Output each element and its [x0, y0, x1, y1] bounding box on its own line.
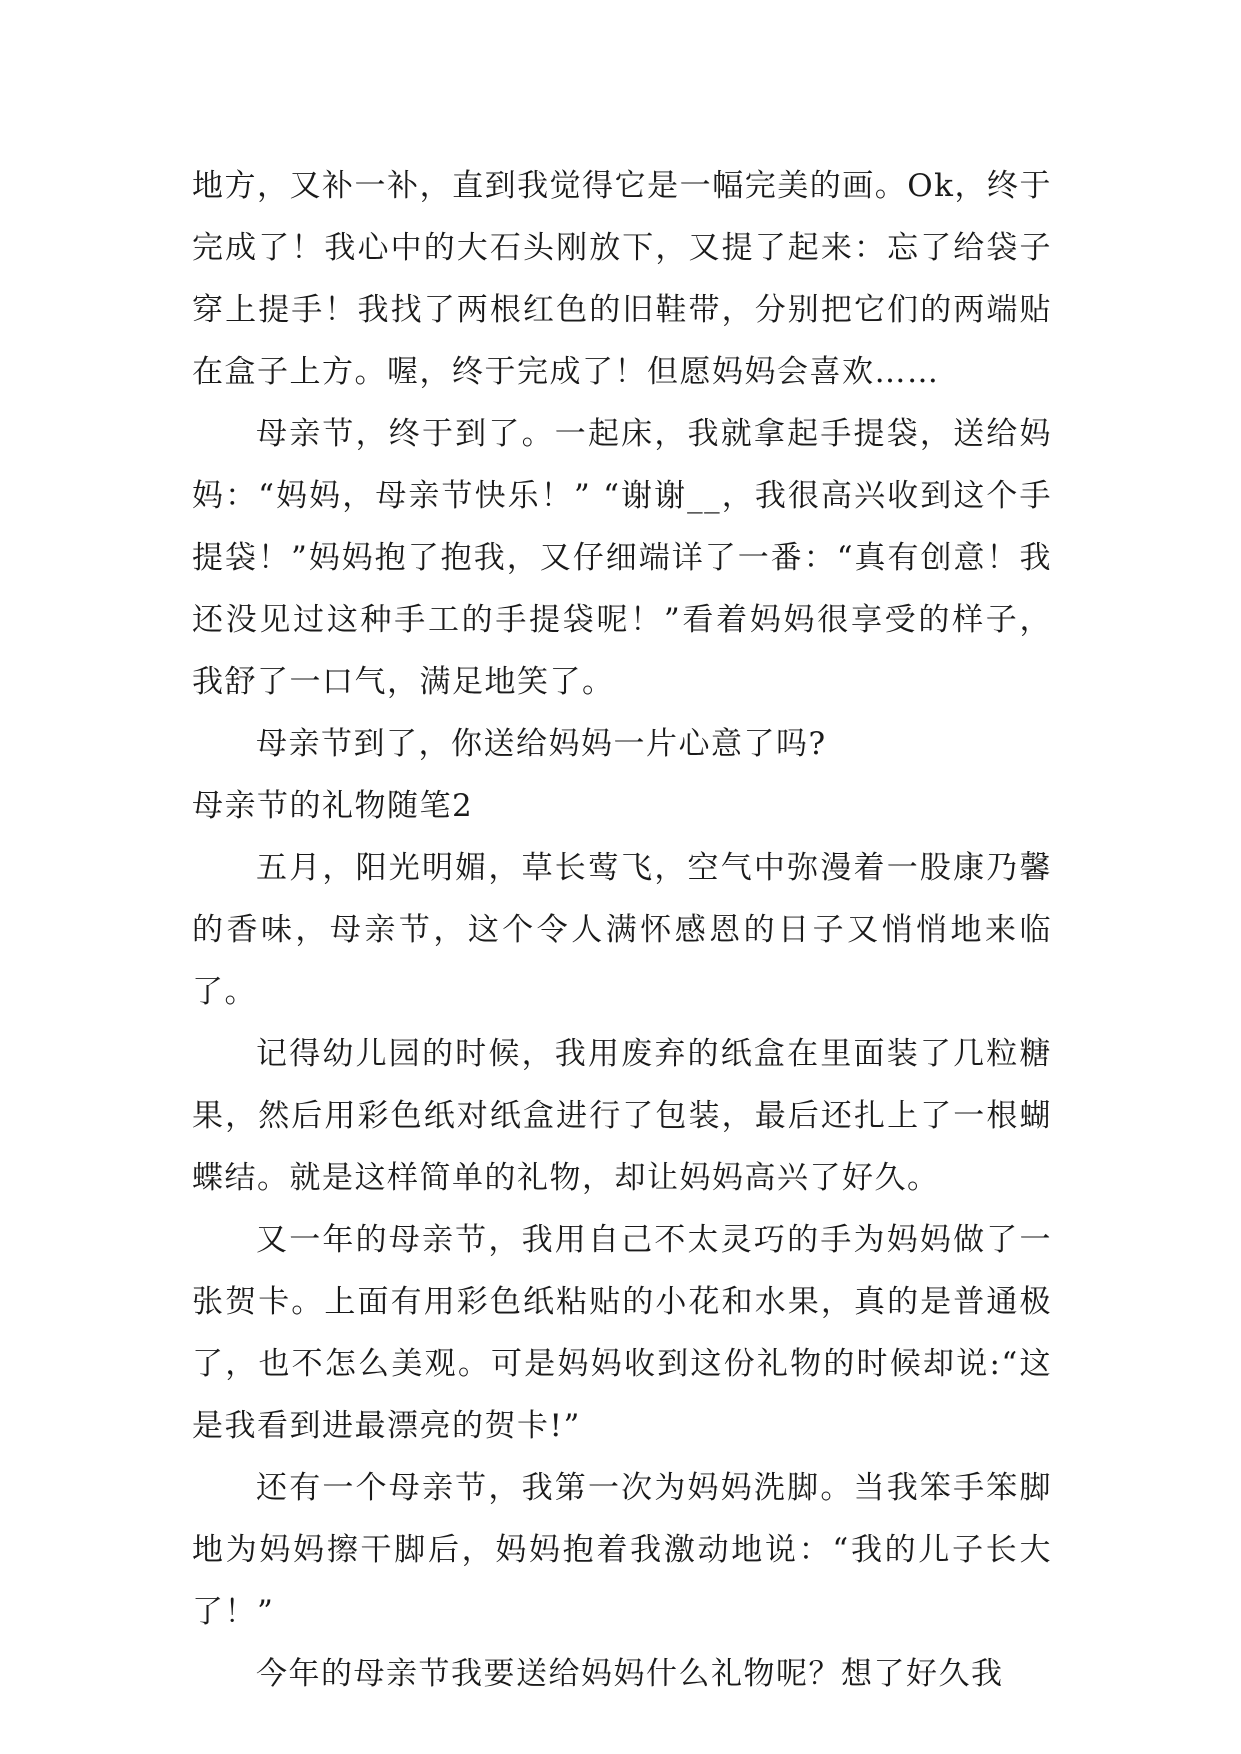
paragraph-3: 母亲节到了，你送给妈妈一片心意了吗? — [256, 726, 827, 762]
paragraph-8: 今年的母亲节我要送给妈妈什么礼物呢？想了好久我 — [256, 1656, 1004, 1692]
section-heading: 母亲节的礼物随笔2 — [192, 788, 474, 824]
paragraph-1: 地方，又补一补，直到我觉得它是一幅完美的画。Ok，终于完成了！我心中的大石头刚放下，又提了起来：忘了给袋子穿上提手！我找了两根红色的旧鞋带，分别把它们的两端贴在盒子上方。喔，终于完成了！但愿妈妈会喜欢…… — [192, 168, 1052, 390]
paragraph-5: 记得幼儿园的时候，我用废弃的纸盒在里面装了几粒糖果，然后用彩色纸对纸盒进行了包装，最后还扎上了一根蝴蝶结。就是这样简单的礼物，却让妈妈高兴了好久。 — [192, 1036, 1052, 1196]
paragraph-4: 五月，阳光明媚，草长莺飞，空气中弥漫着一股康乃馨的香味，母亲节，这个令人满怀感恩的日子又悄悄地来临了。 — [192, 850, 1052, 1010]
paragraph-2: 母亲节，终于到了。一起床，我就拿起手提袋，送给妈妈：“妈妈，母亲节快乐！” “谢谢__，我很高兴收到这个手提袋！”妈妈抱了抱我，又仔细端详了一番：“真有创意！我还没见过这种手工的手提袋呢！”看着妈妈很享受的样子，我舒了一口气，满足地笑了。 — [192, 416, 1052, 700]
paragraph-6: 又一年的母亲节，我用自己不太灵巧的手为妈妈做了一张贺卡。上面有用彩色纸粘贴的小花和水果，真的是普通极了，也不怎么美观。可是妈妈收到这份礼物的时候却说:“这是我看到进最漂亮的贺卡!” — [192, 1222, 1052, 1444]
paragraph-7: 还有一个母亲节，我第一次为妈妈洗脚。当我笨手笨脚地为妈妈擦干脚后，妈妈抱着我激动地说：“我的儿子长大了！” — [192, 1470, 1052, 1630]
document-body — [192, 155, 1052, 1705]
